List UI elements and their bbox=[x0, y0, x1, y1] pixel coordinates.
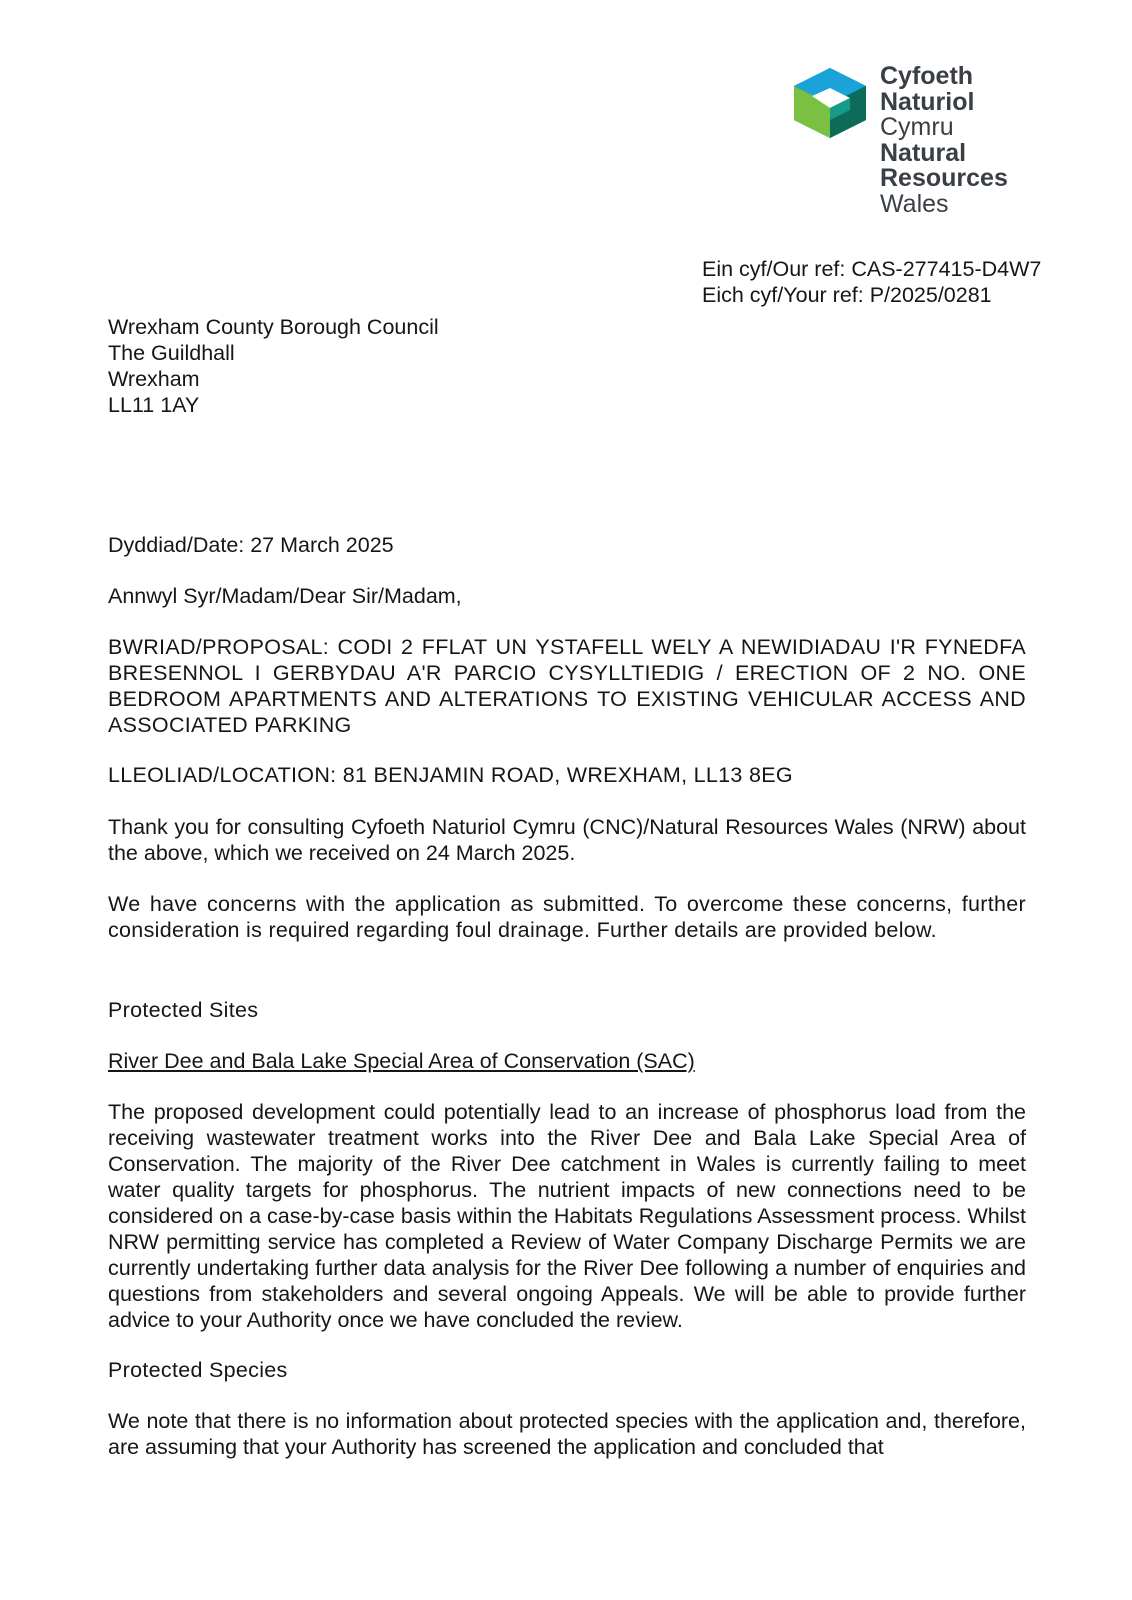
para-sac: The proposed development could potentially lead to an increase of phosphorus load from the receiving wastewater treatment works into the River Dee and Bala Lake Special Area of Conservation. The majority of the River Dee catchment in Wales is currently failing to meet water quality targets for phosphorus. The nutrient impacts of new connections need to be considered on a case-by-case basis within the Habitats Regulations Assessment process. Whilst NRW permitting service has completed a Review of Water Company Discharge Permits we are currently undertaking further data analysis for the River Dee following a number of enquiries and questions from stakeholders and several ongoing Appeals. We will be able to provide further advice to your Authority once we have concluded the review. bbox=[108, 1100, 1026, 1332]
reference-block bbox=[702, 256, 1041, 308]
recipient-address bbox=[108, 314, 439, 418]
location: LLEOLIAD/LOCATION: 81 BENJAMIN ROAD, WREXHAM, LL13 8EG bbox=[108, 763, 793, 787]
your-ref: Eich cyf/Your ref: P/2025/0281 bbox=[702, 283, 992, 307]
para-species: We note that there is no information about protected species with the application and, therefore, are assuming that your Authority has screened the application and concluded that bbox=[108, 1409, 1026, 1459]
letter-date: Dyddiad/Date: 27 March 2025 bbox=[108, 533, 394, 557]
logo-welsh-line1: Cyfoeth bbox=[880, 62, 974, 90]
address-line: The Guildhall bbox=[108, 341, 235, 365]
logo-english-line1: Natural bbox=[880, 138, 967, 167]
proposal: BWRIAD/PROPOSAL: CODI 2 FFLAT UN YSTAFELL WELY A NEWIDIADAU I'R FYNEDFA BRESENNOL I GERBYDAU A'R PARCIO CYSYLLTIEDIG / ERECTION OF 2 NO. ONE BEDROOM APARTMENTS AND ALTERATIONS TO EXISTING VEHICULAR ACCESS AND ASSOCIATED PARKING bbox=[108, 635, 1026, 737]
nrw-hexagon-icon bbox=[792, 66, 868, 140]
address-line: Wrexham County Borough Council bbox=[108, 315, 439, 339]
subheading-sac: River Dee and Bala Lake Special Area of Conservation (SAC) bbox=[108, 1049, 695, 1073]
para-concerns: We have concerns with the application as submitted. To overcome these concerns, further consideration is required regarding foul drainage. Further details are provided below. bbox=[108, 892, 1026, 942]
logo-english-line2: Resources bbox=[880, 164, 1008, 192]
para-thanks: Thank you for consulting Cyfoeth Naturiol Cymru (CNC)/Natural Resources Wales (NRW) about the above, which we received on 24 March 2025. bbox=[108, 815, 1026, 865]
heading-protected-sites: Protected Sites bbox=[108, 998, 259, 1022]
address-line: Wrexham bbox=[108, 367, 200, 391]
nrw-logo bbox=[792, 64, 1022, 224]
salutation: Annwyl Syr/Madam/Dear Sir/Madam, bbox=[108, 584, 462, 608]
address-line: LL11 1AY bbox=[108, 393, 200, 417]
logo-welsh-line3: Cymru bbox=[880, 113, 954, 141]
logo-welsh-line2: Naturiol bbox=[880, 87, 975, 116]
logo-english-line3: Wales bbox=[880, 189, 949, 218]
our-ref: Ein cyf/Our ref: CAS-277415-D4W7 bbox=[702, 257, 1042, 281]
logo-wordmark bbox=[880, 64, 1040, 217]
heading-protected-species: Protected Species bbox=[108, 1358, 288, 1382]
